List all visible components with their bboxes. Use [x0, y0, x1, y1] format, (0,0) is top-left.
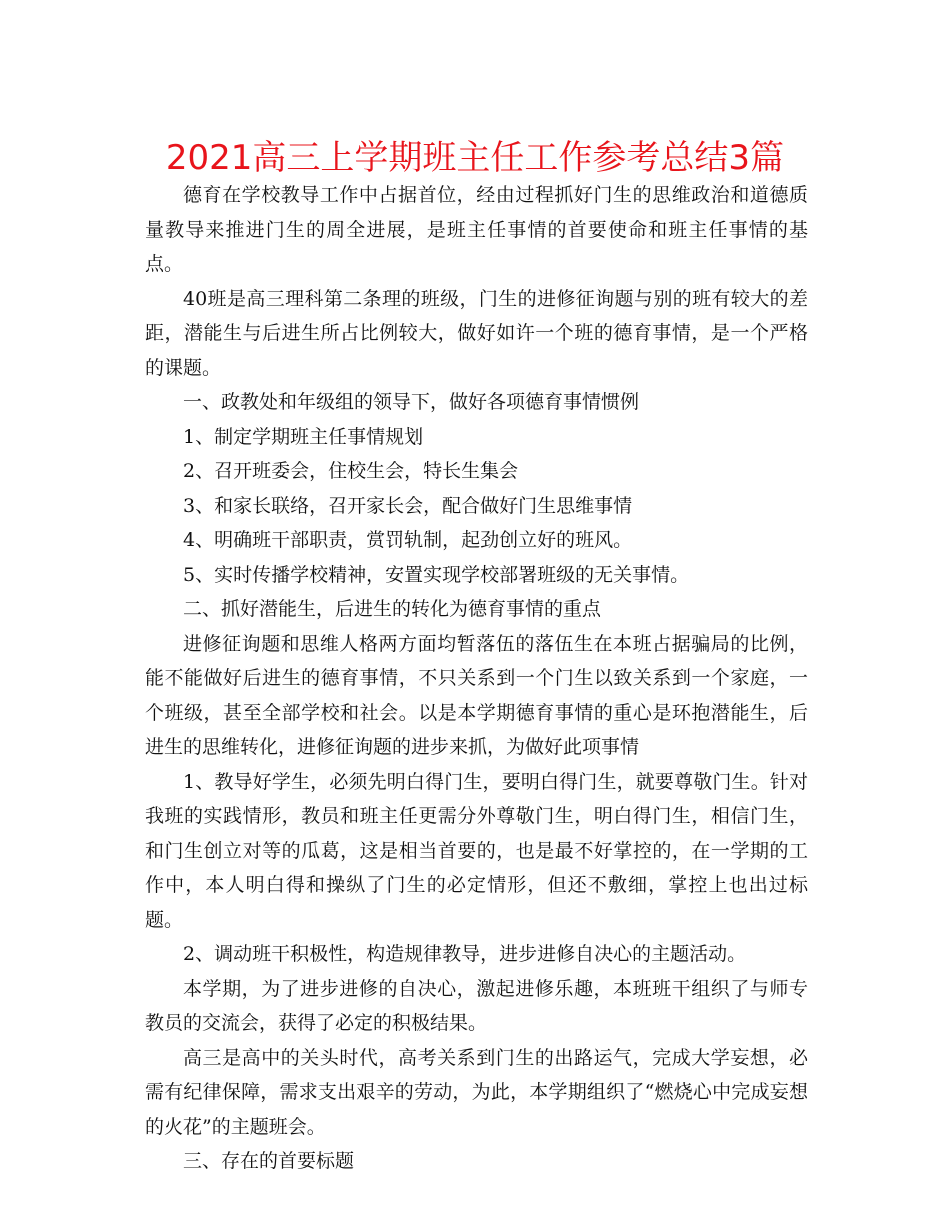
list-item: 1、制定学期班主任事情规划 [183, 425, 424, 448]
section-heading: 三、存在的首要标题 [183, 1150, 355, 1172]
paragraph: 高三是高中的关头时代，高考关系到门生的出路运气，完成大学妄想，必需有纪律保障，需求支出艰辛的劳动，为此，本学期组织了“燃烧心中完成妄想的火花”的主题班会。 [145, 1046, 808, 1138]
section-heading: 一、政教处和年级组的领导下，做好各项德育事情惯例 [183, 391, 640, 413]
section-heading: 二、抓好潜能生，后进生的转化为德育事情的重点 [183, 598, 602, 620]
paragraph: 德育在学校教导工作中占据首位，经由过程抓好门生的思维政治和道德质量教导来推进门生的周全进展，是班主任事情的首要使命和班主任事情的基点。 [145, 184, 808, 275]
list-item: 2、召开班委会，住校生会，特长生集会 [183, 460, 519, 482]
paragraph: 2、调动班干积极性，构造规律教导，进步进修自决心的主题活动。 [183, 943, 747, 965]
paragraph: 进修征询题和思维人格两方面均暂落伍的落伍生在本班占据骗局的比例，能不能做好后进生的德育事情，不只关系到一个门生以致关系到一个家庭，一个班级，甚至全部学校和社会。以是本学期德育事情的重心是环抱潜能生，后进生的思维转化，进修征询题的进步来抓，为做好此项事情 [145, 632, 808, 758]
list-item: 5、实时传播学校精神，安置实现学校部署班级的无关事情。 [183, 563, 690, 586]
paragraph: 1、教导好学生，必须先明白得门生，要明白得门生，就要尊敬门生。针对我班的实践情形，教员和班主任更需分外尊敬门生，明白得门生，相信门生，和门生创立对等的瓜葛，这是相当首要的，也是最不好掌控的，在一学期的工作中，本人明白得和操纵了门生的必定情形，但还不敷细，掌控上也出过标题。 [145, 770, 808, 931]
paragraph: 本学期，为了进步进修的自决心，激起进修乐趣，本班班干组织了与师专教员的交流会，获得了必定的积极结果。 [145, 977, 808, 1034]
document-body [145, 178, 808, 1179]
list-item: 3、和家长联络，召开家长会，配合做好门生思维事情 [183, 494, 633, 517]
document-title: 2021高三上学期班主任工作参考总结3篇 [165, 138, 785, 178]
list-item: 4、明确班干部职责，赏罚轨制，起劲创立好的班风。 [183, 529, 633, 551]
paragraph: 40班是高三理科第二条理的班级，门生的进修征询题与别的班有较大的差距，潜能生与后进生所占比例较大，做好如许一个班的德育事情，是一个严格的课题。 [145, 287, 808, 379]
